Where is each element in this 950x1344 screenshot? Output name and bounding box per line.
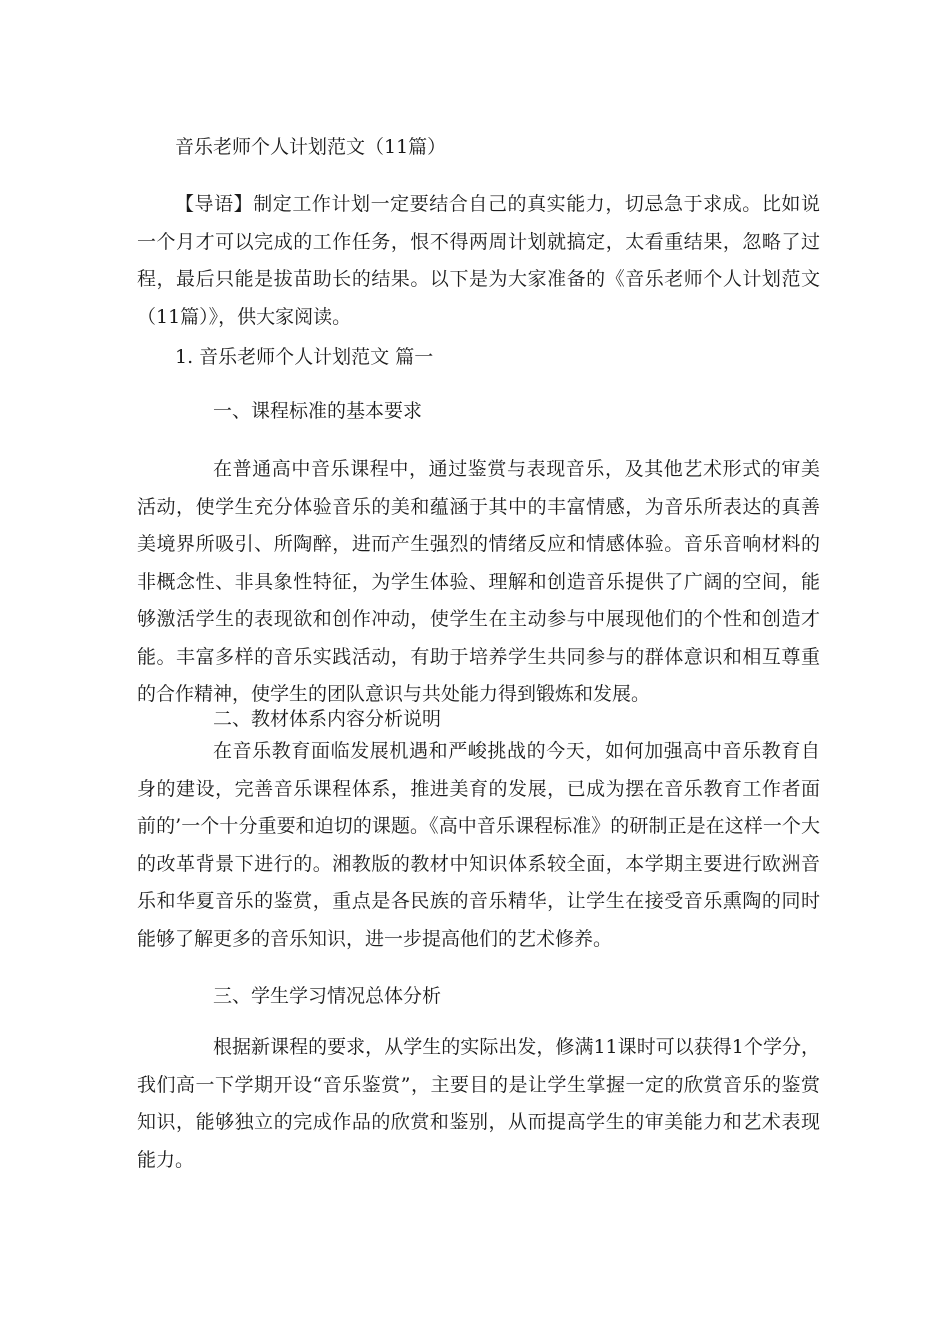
document-title: 音乐老师个人计划范文（11篇） — [175, 136, 447, 158]
section-heading-1: 一、课程标准的基本要求 — [213, 400, 423, 422]
article-heading: 1. 音乐老师个人计划范文 篇一 — [175, 346, 434, 368]
section-body-1: 在普通高中音乐课程中，通过鉴赏与表现音乐，及其他艺术形式的审美活动，使学生充分体验音乐的美和蕴涵于其中的丰富情感，为音乐所表达的真善美境界所吸引、所陶醉，进而产生强烈的情绪反应和情感体验。音乐音响材料的非概念性、非具象性特征，为学生体验、理解和创造音乐提供了广阔的空间，能够激活学生的表现欲和创作冲动，使学生在主动参与中展现他们的个性和创造才能。丰富多样的音乐实践活动，有助于培养学生共同参与的群体意识和相互尊重的合作精神，使学生的团队意识与共处能力得到锻炼和发展。 — [137, 458, 820, 705]
intro-paragraph: 【导语】制定工作计划一定要结合自己的真实能力，切忌急于求成。比如说一个月才可以完成的工作任务，恨不得两周计划就搞定，太看重结果，忽略了过程，最后只能是拔苗助长的结果。以下是为大家准备的《音乐老师个人计划范文（11篇）》，供大家阅读。 — [137, 193, 820, 328]
section-body-2: 在音乐教育面临发展机遇和严峻挑战的今天，如何加强高中音乐教育自身的建设，完善音乐课程体系，推进美育的发展，已成为摆在音乐教育工作者面前的’一个十分重要和迫切的课题。《高中音乐课程标准》的研制正是在这样一个大的改革背景下进行的。湘教版的教材中知识体系较全面，本学期主要进行欧洲音乐和华夏音乐的鉴赏，重点是各民族的音乐精华，让学生在接受音乐熏陶的同时能够了解更多的音乐知识，进一步提高他们的艺术修养。 — [137, 740, 820, 950]
section-heading-2: 二、教材体系内容分析说明 — [213, 708, 442, 730]
section-heading-3: 三、学生学习情况总体分析 — [213, 985, 442, 1007]
section-body-3: 根据新课程的要求，从学生的实际出发，修满11课时可以获得1个学分，我们高一下学期开设“音乐鉴赏”，主要目的是让学生掌握一定的欣赏音乐的鉴赏知识，能够独立的完成作品的欣赏和鉴别，从而提高学生的审美能力和艺术表现能力。 — [137, 1036, 820, 1171]
